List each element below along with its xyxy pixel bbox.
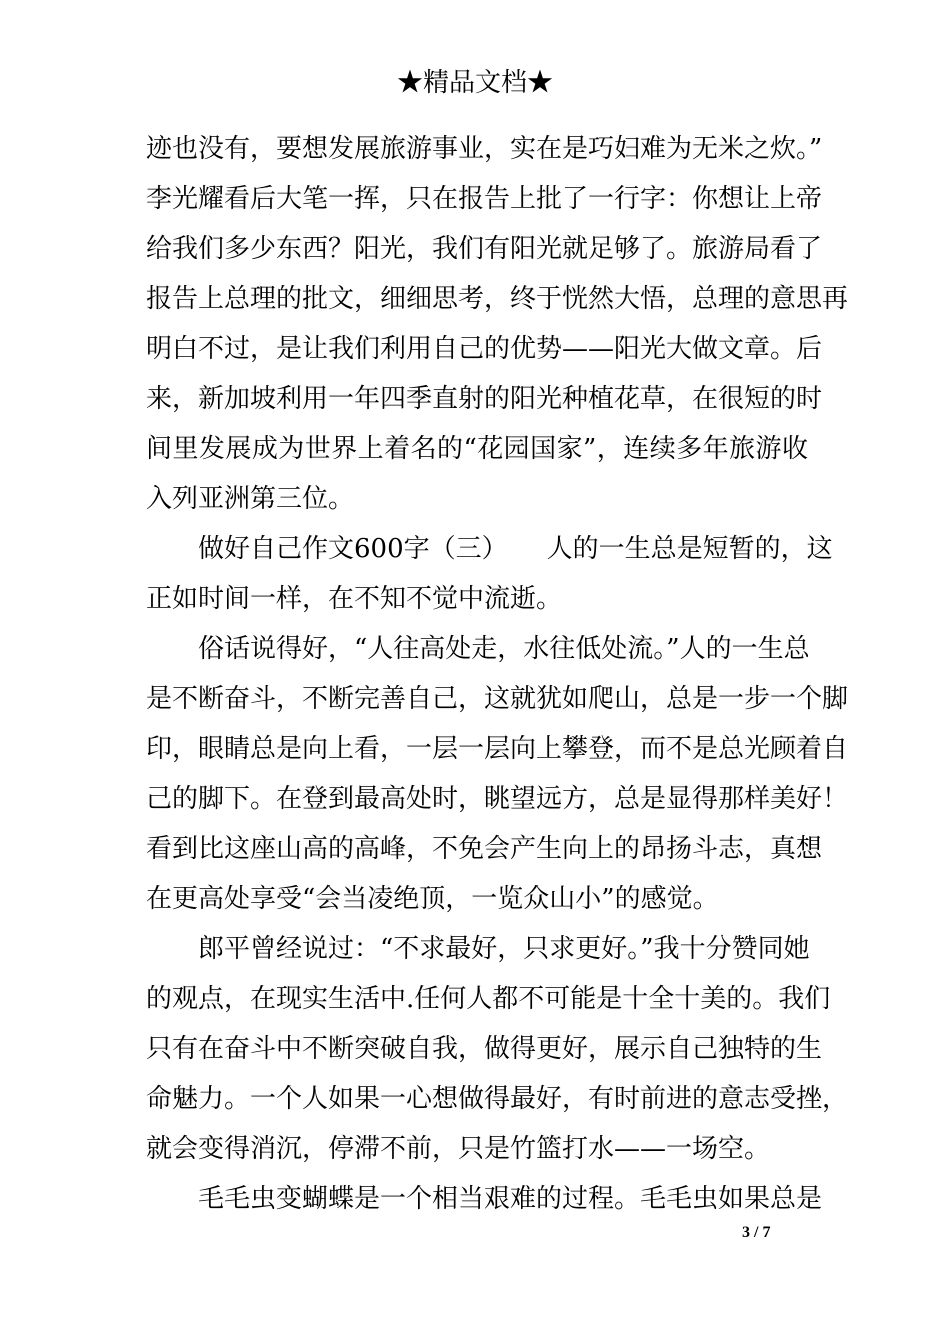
text-line: 就会变得消沉，停滞不前，只是竹篮打水——一场空。 xyxy=(146,1134,771,1164)
text-line: 是不断奋斗，不断完善自己，这就犹如爬山，总是一步一个脚 xyxy=(146,684,849,714)
text-line: 的观点，在现实生活中.任何人都不可能是十全十美的。我们 xyxy=(146,984,831,1014)
text-line: 在更高处享受“会当凌绝顶，一览众山小”的感觉。 xyxy=(146,884,719,914)
section-heading-line: 做好自己作文600字（三） 人的一生总是短暂的，这 xyxy=(198,534,833,564)
text-line: 来，新加坡利用一年四季直射的阳光种植花草，在很短的时 xyxy=(146,384,823,414)
text-line: 入列亚洲第三位。 xyxy=(146,484,355,514)
text-line: 报告上总理的批文，细细思考，终于恍然大悟，总理的意思再 xyxy=(146,284,849,314)
text-line: 郎平曾经说过：“不求最好，只求更好。”我十分赞同她 xyxy=(198,934,810,964)
text-line: 只有在奋斗中不断突破自我，做得更好，展示自己独特的生 xyxy=(146,1034,823,1064)
text-line: 看到比这座山高的高峰，不免会产生向上的昂扬斗志，真想 xyxy=(146,834,823,864)
text-line: 迹也没有，要想发展旅游事业，实在是巧妇难为无米之炊。” xyxy=(146,134,823,164)
text-line: 毛毛虫变蝴蝶是一个相当艰难的过程。毛毛虫如果总是 xyxy=(198,1184,823,1214)
text-line: 俗话说得好，“人往高处走，水往低处流。”人的一生总 xyxy=(198,634,810,664)
page-header-title: ★精品文档★ xyxy=(396,68,553,98)
text-line: 给我们多少东西？阳光，我们有阳光就足够了。旅游局看了 xyxy=(146,234,823,264)
text-line: 印，眼睛总是向上看，一层一层向上攀登，而不是总光顾着自 xyxy=(146,734,849,764)
text-line: 间里发展成为世界上着名的“花园国家”，连续多年旅游收 xyxy=(146,434,808,464)
text-line: 命魅力。一个人如果一心想做得最好，有时前进的意志受挫， xyxy=(146,1084,849,1114)
text-line: 己的脚下。在登到最高处时，眺望远方，总是显得那样美好！ xyxy=(146,784,849,814)
text-line: 明白不过，是让我们利用自己的优势——阳光大做文章。后 xyxy=(146,334,823,364)
text-line: 李光耀看后大笔一挥，只在报告上批了一行字：你想让上帝 xyxy=(146,184,823,214)
document-body xyxy=(146,124,849,1224)
text-line: 正如时间一样，在不知不觉中流逝。 xyxy=(146,584,563,614)
page-number: 3 / 7 xyxy=(742,1224,771,1241)
